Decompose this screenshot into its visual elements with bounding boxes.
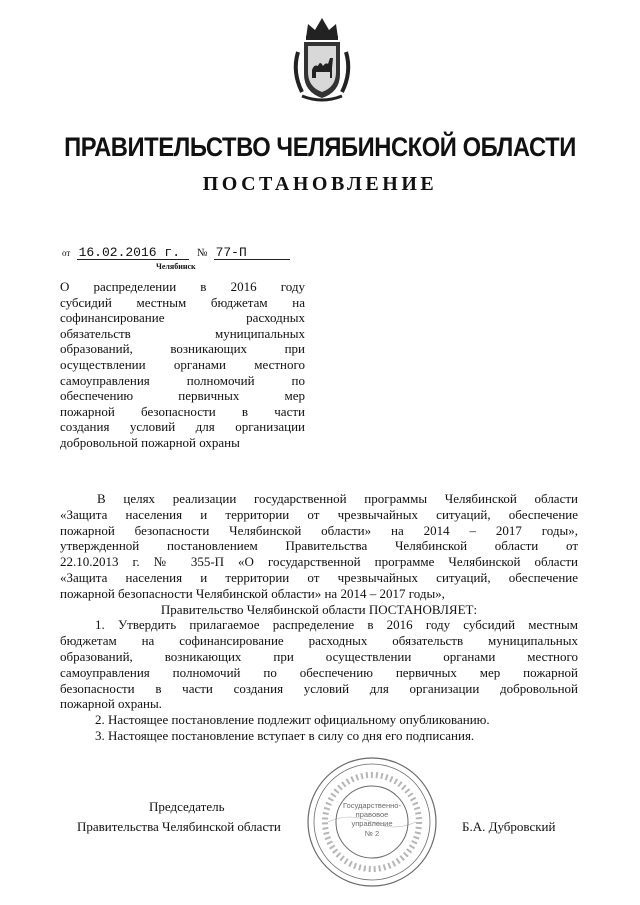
subject-line: обязательств муниципальных (60, 325, 305, 341)
stamp-line: № 2 (364, 829, 380, 838)
document-number: 77-П (214, 246, 290, 260)
subject-line: обеспечению первичных мер (60, 388, 305, 404)
subject-line: добровольной пожарной охраны (60, 434, 240, 450)
subject-line: О распределении в 2016 году (60, 279, 305, 294)
coat-of-arms-emblem (288, 12, 356, 104)
body-line: 2. Настоящее постановление подлежит официальному опубликованию. (95, 712, 490, 728)
signatory-title: Председатель (149, 799, 225, 814)
subject-line: пожарной безопасности в части (60, 403, 305, 419)
stamp-line: правовое (355, 810, 389, 819)
city-label: Челябинск (156, 262, 196, 271)
resolution-line: Правительство Челябинской области ПОСТАНОВЛЯЕТ: (160, 601, 478, 617)
body-text (60, 491, 578, 744)
stamp-line: управление (351, 819, 393, 828)
subject-block (60, 279, 305, 451)
body-line: утвержденной постановлением Правительства Челябинской области от (60, 538, 578, 554)
body-line: 1. Утвердить прилагаемое распределение в 2016 году субсидий местным (95, 617, 578, 633)
signatory-name: Б.А. Дубровский (462, 819, 556, 834)
body-line: образований, возникающих при осуществлении органами местного (60, 648, 578, 664)
body-line: «Защита населения и территории от чрезвычайных ситуаций, обеспечение (60, 506, 578, 522)
document-type: ПОСТАНОВЛЕНИЕ (202, 173, 438, 195)
body-line: безопасности в части создания условий для организации добровольной (60, 680, 578, 696)
body-line: пожарной охраны. (60, 696, 162, 712)
subject-line: субсидий местным бюджетам на (60, 294, 305, 310)
body-line: самоуправления полномочий по обеспечению первичных мер пожарной (60, 664, 578, 680)
body-line: 3. Настоящее постановление вступает в силу со дня его подписания. (95, 727, 475, 743)
subject-line: самоуправления полномочий по (60, 372, 305, 388)
government-title: ПРАВИТЕЛЬСТВО ЧЕЛЯБИНСКОЙ ОБЛАСТИ (64, 132, 576, 162)
subject-line: софинансирование расходных (60, 310, 305, 326)
date-number-line (62, 246, 290, 260)
subject-line: осуществлении органами местного (60, 356, 305, 372)
body-line: бюджетам на софинансирование расходных обязательств муниципальных (60, 633, 578, 649)
body-line: В целях реализации государственной программы Челябинской области (97, 491, 578, 506)
subject-line: образований, возникающих при (60, 341, 305, 357)
subject-line: создания условий для организации (60, 419, 305, 435)
number-prefix: № (196, 247, 208, 259)
body-line: пожарной безопасности Челябинской области» на 2014 – 2017 годы», (60, 522, 578, 538)
date-prefix: от (62, 248, 71, 258)
body-line: 22.10.2013 г. № 355-П «О государственной программе Челябинской области (60, 554, 578, 570)
signatory-organization: Правительства Челябинской области (77, 819, 281, 834)
body-line: «Защита населения и территории от чрезвычайных ситуаций, обеспечение (60, 569, 578, 585)
body-line: пожарной безопасности Челябинской области» на 2014 – 2017 годы», (60, 585, 445, 601)
document-date: 16.02.2016 г. (77, 246, 189, 260)
stamp-line: Государственно- (343, 801, 401, 810)
official-stamp (298, 752, 446, 892)
